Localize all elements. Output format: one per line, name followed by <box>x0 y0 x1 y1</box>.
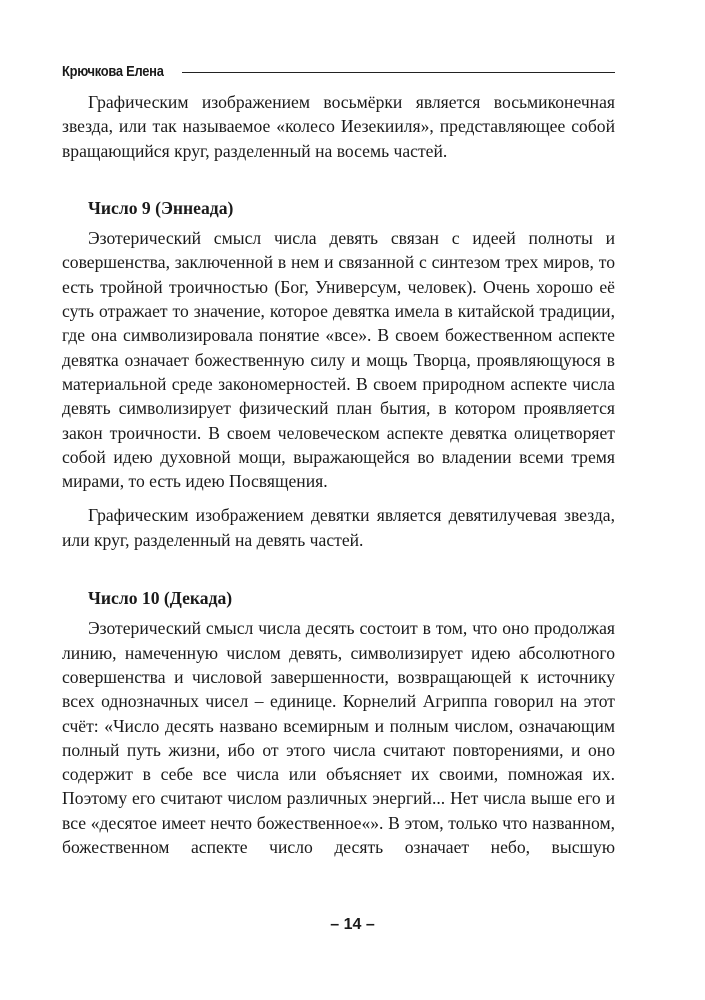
paragraph-ten-meaning: Эзотерический смысл числа десять состоит в том, что оно продолжая линию, намеченную числом девять, символизирует идею абсолютного совершенства и числовой завершенности, возвращающей к источнику всех однозначных чисел – единице. Корнелий Агриппа говорил на этот счёт: «Число десять названо всемирным и полным числом, означающим полный путь жизни, ибо от этого числа считают повторениями, и оно содержит в себе все числа или объясняет их своими, помножая их. Поэтому его считают числом различных энергий... Нет числа выше его и все «десятое имеет нечто божественное«». В этом, только что названном, божественном аспекте число десять означает небо, высшую <box>62 618 615 858</box>
paragraph-nine-meaning: Эзотерический смысл числа девять связан с идеей полноты и совершенства, заключенной в нем и связанной с синтезом трех миров, то есть тройной троичностью (Бог, Универсум, человек). Очень хорошо её суть отражает то значение, которое девятка имела в китайской традиции, где она символизировала понятие «все». В своем божественном аспекте девятка означает божественную силу и мощь Творца, проявляющуюся в материальной среде закономерностей. В своем природном аспекте числа девять символизирует физический план бытия, в котором проявляется закон троичности. В своем человеческом аспекте девятка олицетворяет собой идею духовной мощи, выражающейся во владении всеми тремя мирами, то есть идею Посвящения. <box>62 228 615 492</box>
author-name: Крючкова Елена <box>62 62 164 80</box>
page-number: – 14 – <box>330 916 375 933</box>
paragraph-nine-graphic: Графическим изображением девятки является девятилучевая звезда, или круг, разделенный на девять частей. <box>62 505 615 550</box>
header-rule <box>182 72 615 73</box>
body-text <box>62 90 615 859</box>
running-head <box>62 58 615 84</box>
section-heading-nine: Число 9 (Эннеада) <box>88 197 234 218</box>
section-heading-ten: Число 10 (Декада) <box>88 588 233 609</box>
paragraph-eight-graphic: Графическим изображением восьмёрки является восьмиконечная звезда, или так называемое «колесо Иезекииля», представляющее собой вращающийся круг, разделенный на восемь частей. <box>62 92 615 161</box>
page-content <box>62 58 615 859</box>
